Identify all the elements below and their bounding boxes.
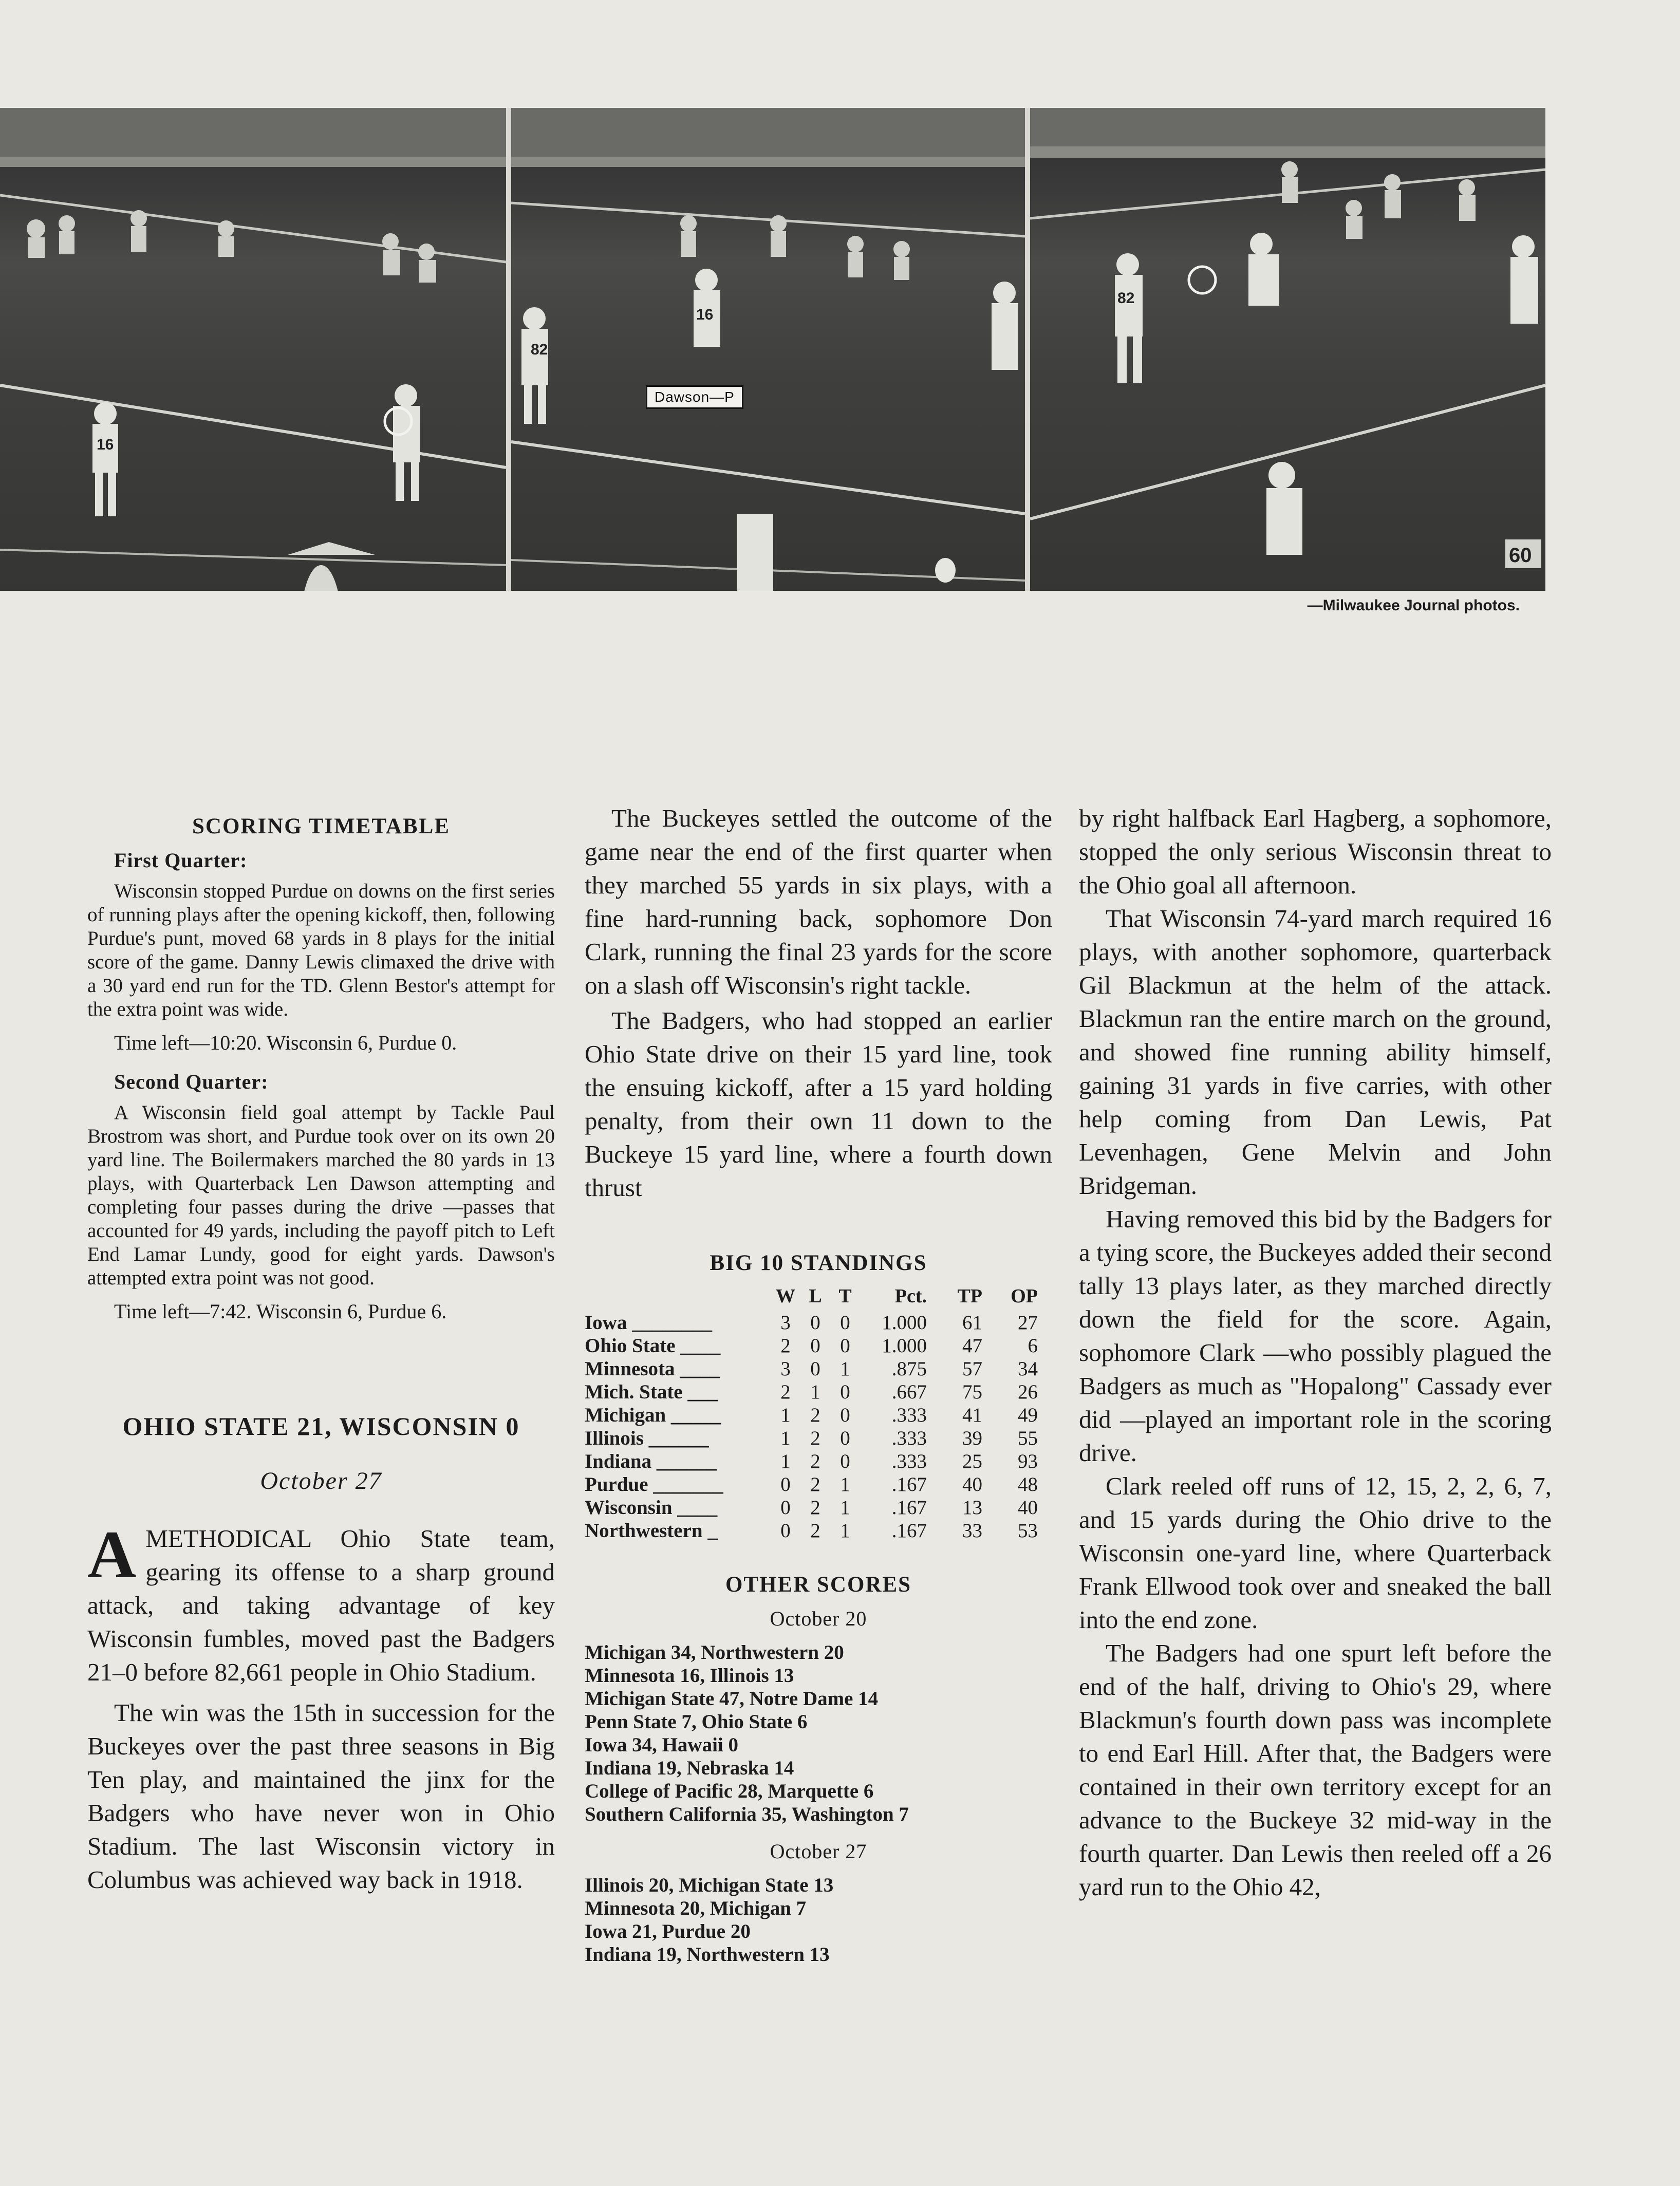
- football-photo-1: [0, 108, 506, 591]
- scores-list-1: [585, 1641, 1052, 1826]
- standings-row: [585, 1311, 1038, 1334]
- standings-header-row: [585, 1285, 1038, 1311]
- scores-date-1: October 20: [770, 1607, 867, 1630]
- score-line: Penn State 7, Ohio State 6: [585, 1711, 808, 1733]
- standings-cell-op: 55: [1018, 1427, 1038, 1449]
- standings-cell-l: 0: [810, 1335, 820, 1357]
- standings-cell-tp: 13: [962, 1497, 982, 1519]
- col-header: Pct.: [894, 1285, 927, 1307]
- jersey-number: 16: [97, 436, 114, 453]
- article-paragraph-8: Clark reeled off runs of 12, 15, 2, 2, 6, 7, and 15 yards during the Ohio drive to the Wisconsin one-yard line, where Quarterback Frank Ellwood took over and sneaked the ball into the end zone.: [1079, 1472, 1552, 1634]
- standings-cell-team: Northwestern _: [585, 1520, 718, 1542]
- jersey-number: 82: [1117, 290, 1135, 307]
- article-paragraph-6: That Wisconsin 74-yard march required 16 plays, with another sophomore, quarterback Gil Blackmun at the helm of the attack. Blackmun ran the entire march on the ground, and showed fine running ability himself, gaining 31 yards in five carries, with other help coming from Dan Lewis, Pat Levenhagen, Gene Melvin and John Bridgeman.: [1079, 904, 1552, 1200]
- column-1: [87, 801, 555, 1896]
- standings-cell-w: 1: [780, 1450, 791, 1472]
- score-line: Minnesota 20, Michigan 7: [585, 1897, 807, 1919]
- standings-cell-l: 0: [810, 1358, 820, 1380]
- standings-table: [585, 1285, 1038, 1542]
- player-caption-label: Dawson—P: [646, 385, 743, 409]
- col-header: T: [838, 1285, 852, 1307]
- standings-cell-pct: 1.000: [882, 1335, 927, 1357]
- standings-cell-l: 1: [810, 1381, 820, 1403]
- standings-cell-t: 0: [840, 1404, 850, 1426]
- score-line: Illinois 20, Michigan State 13: [585, 1874, 834, 1896]
- football-photo-3: [1030, 108, 1545, 591]
- article-paragraph-1: AMETHODICAL Ohio State team, gearing its offense to a sharp ground attack, and taking advantage of key Wisconsin fumbles, moved past the Badgers 21–0 before 82,661 people in Ohio Stadium.: [87, 1517, 555, 1686]
- standings-cell-w: 0: [780, 1473, 791, 1496]
- standings-cell-tp: 25: [962, 1450, 982, 1472]
- standings-cell-w: 2: [780, 1381, 791, 1403]
- standings-cell-pct: .667: [891, 1381, 927, 1403]
- article-paragraph-7: Having removed this bid by the Badgers for a tying score, the Buckeyes added their second tally 13 plays later, as they marched directly down the field for the score. Again, sophomore Clark —who possibly plagued the Badgers as much as "Hopalong" Cassady ever did —played an important role in the scoring drive.: [1079, 1205, 1552, 1467]
- column-2: [585, 801, 1052, 1966]
- standings-cell-op: 40: [1018, 1497, 1038, 1519]
- standings-cell-tp: 39: [962, 1427, 982, 1449]
- standings-cell-team: Indiana ______: [585, 1450, 717, 1472]
- football-scene-1: [0, 108, 506, 591]
- standings-cell-w: 0: [780, 1497, 791, 1519]
- standings-cell-op: 6: [1028, 1335, 1038, 1357]
- standings-cell-op: 93: [1018, 1450, 1038, 1472]
- football-photo-2: [511, 108, 1025, 591]
- score-line: Michigan 34, Northwestern 20: [585, 1641, 844, 1664]
- photo-credit: —Milwaukee Journal photos.: [1307, 597, 1520, 614]
- standings-cell-team: Mich. State ___: [585, 1381, 718, 1403]
- col-header: OP: [1011, 1285, 1038, 1307]
- football-scene-2: [511, 108, 1025, 591]
- standings-cell-t: 0: [840, 1312, 850, 1334]
- first-quarter-heading: First Quarter:: [114, 849, 248, 872]
- first-quarter-time: Time left—10:20. Wisconsin 6, Purdue 0.: [114, 1031, 457, 1054]
- standings-cell-w: 1: [780, 1427, 791, 1449]
- standings-cell-w: 3: [780, 1358, 791, 1380]
- article-paragraph-3: The Buckeyes settled the outcome of the game near the end of the first quarter when they marched 55 yards in six plays, with a fine hard-running back, sophomore Don Clark, running the final 23 yards for the score on a slash off Wisconsin's right tackle.: [585, 804, 1052, 999]
- standings-cell-tp: 61: [962, 1312, 982, 1334]
- standings-row: [585, 1473, 1038, 1496]
- score-line: Minnesota 16, Illinois 13: [585, 1665, 794, 1687]
- standings-row: [585, 1404, 1038, 1427]
- standings-row: [585, 1450, 1038, 1473]
- jersey-number: 16: [696, 306, 714, 323]
- standings-cell-pct: 1.000: [882, 1312, 927, 1334]
- other-scores-title: OTHER SCORES: [725, 1573, 912, 1597]
- game-dateline: October 27: [260, 1467, 382, 1494]
- standings-cell-op: 34: [1018, 1358, 1038, 1380]
- standings-cell-op: 27: [1018, 1312, 1038, 1334]
- jersey-number: 60: [1509, 544, 1532, 567]
- standings-cell-l: 2: [810, 1497, 820, 1519]
- score-line: Iowa 21, Purdue 20: [585, 1920, 751, 1942]
- standings-cell-pct: .875: [891, 1358, 927, 1380]
- standings-row: [585, 1427, 1038, 1450]
- standings-cell-pct: .333: [891, 1404, 927, 1426]
- football-scene-3: [1030, 108, 1545, 591]
- col-header: L: [809, 1285, 822, 1307]
- standings-cell-t: 1: [840, 1358, 850, 1380]
- scores-date-2: October 27: [770, 1840, 867, 1863]
- standings-cell-team: Iowa ________: [585, 1312, 713, 1334]
- score-line: Southern California 35, Washington 7: [585, 1803, 909, 1825]
- standings-cell-l: 2: [810, 1473, 820, 1496]
- standings-cell-tp: 75: [962, 1381, 982, 1403]
- standings-cell-t: 0: [840, 1335, 850, 1357]
- standings-row: [585, 1496, 1038, 1519]
- standings-cell-t: 0: [840, 1450, 850, 1472]
- standings-cell-t: 1: [840, 1497, 850, 1519]
- standings-cell-w: 1: [780, 1404, 791, 1426]
- standings-cell-w: 2: [780, 1335, 791, 1357]
- score-line: Iowa 34, Hawaii 0: [585, 1734, 739, 1756]
- standings-cell-tp: 33: [962, 1520, 982, 1542]
- standings-cell-op: 49: [1018, 1404, 1038, 1426]
- standings-row: [585, 1334, 1038, 1357]
- standings-cell-t: 1: [840, 1473, 850, 1496]
- score-line: Indiana 19, Nebraska 14: [585, 1757, 794, 1779]
- jersey-number: 82: [531, 341, 548, 358]
- article-paragraph-9: The Badgers had one spurt left before the end of the half, driving to Ohio's 29, where Blackmun's fourth down pass was incomplete to end Earl Hill. After that, the Badgers were contained in their own territory except for an advance to the Buckeye 32 mid-way in the fourth quarter. Dan Lewis then reeled off a 26 yard run to the Ohio 42,: [1079, 1639, 1552, 1901]
- standings-row: [585, 1357, 1038, 1380]
- standings-cell-w: 0: [780, 1520, 791, 1542]
- standings-cell-l: 2: [810, 1450, 820, 1472]
- standings-cell-l: 2: [810, 1520, 820, 1542]
- standings-cell-t: 1: [840, 1520, 850, 1542]
- first-quarter-text: Wisconsin stopped Purdue on downs on the first series of running plays after the opening kickoff, then, following Purdue's punt, moved 68 yards in 8 plays for the initial score of the game. Danny Lewis climaxed the drive with a 30 yard end run for the TD. Glenn Bestor's attempt for the extra point was wide.: [87, 880, 555, 1020]
- standings-cell-team: Michigan _____: [585, 1404, 721, 1426]
- standings-cell-pct: .333: [891, 1450, 927, 1472]
- article-paragraph-4: The Badgers, who had stopped an earlier Ohio State drive on their 15 yard line, took the ensuing kickoff, after a 15 yard holding penalty, from their own 11 down to the Buckeye 15 yard line, where a fourth down thrust: [585, 1006, 1052, 1202]
- col-header: W: [776, 1285, 795, 1307]
- standings-title: BIG 10 STANDINGS: [710, 1251, 927, 1275]
- article-paragraph-2: The win was the 15th in succession for the Buckeyes over the past three seasons in Big Ten play, and maintained the jinx for the Badgers who have never won in Ohio Stadium. The last Wisconsin victory in Columbus was achieved way back in 1918.: [87, 1698, 555, 1894]
- standings-row: [585, 1519, 1038, 1542]
- standings-cell-t: 0: [840, 1427, 850, 1449]
- standings-row: [585, 1380, 1038, 1404]
- standings-cell-tp: 40: [962, 1473, 982, 1496]
- standings-cell-team: Ohio State ____: [585, 1335, 721, 1357]
- standings-cell-op: 48: [1018, 1473, 1038, 1496]
- standings-cell-l: 2: [810, 1427, 820, 1449]
- standings-cell-op: 26: [1018, 1381, 1038, 1403]
- photo-sequence: [0, 108, 1545, 591]
- scores-list-2: [585, 1874, 1052, 1966]
- standings-cell-l: 2: [810, 1404, 820, 1426]
- standings-cell-op: 53: [1018, 1520, 1038, 1542]
- scoring-timetable-title: SCORING TIMETABLE: [192, 814, 450, 838]
- standings-cell-pct: .333: [891, 1427, 927, 1449]
- score-line: Indiana 19, Northwestern 13: [585, 1944, 830, 1966]
- standings-cell-tp: 47: [962, 1335, 982, 1357]
- standings-cell-pct: .167: [891, 1497, 927, 1519]
- standings-cell-l: 0: [810, 1312, 820, 1334]
- second-quarter-text: A Wisconsin field goal attempt by Tackle Paul Brostrom was short, and Purdue took over on its own 20 yard line. The Boilermakers marched the 80 yards in 13 plays, with Quarterback Len Dawson attempting and completing four passes during the drive —passes that accounted for 49 yards, including the payoff pitch to Left End Lamar Lundy, good for eight yards. Dawson's attempted extra point was not good.: [87, 1101, 555, 1289]
- second-quarter-time: Time left—7:42. Wisconsin 6, Purdue 6.: [114, 1300, 447, 1323]
- standings-cell-pct: .167: [891, 1520, 927, 1542]
- standings-cell-tp: 41: [962, 1404, 982, 1426]
- col-header: TP: [957, 1285, 982, 1307]
- standings-cell-tp: 57: [962, 1358, 982, 1380]
- standings-cell-w: 3: [780, 1312, 791, 1334]
- standings-cell-pct: .167: [891, 1473, 927, 1496]
- game-headline: OHIO STATE 21, WISCONSIN 0: [122, 1412, 520, 1441]
- article-paragraph-5: by right halfback Earl Hagberg, a sophomore, stopped the only serious Wisconsin threat to the Ohio goal all afternoon.: [1079, 804, 1552, 899]
- score-line: Michigan State 47, Notre Dame 14: [585, 1688, 879, 1710]
- standings-cell-t: 0: [840, 1381, 850, 1403]
- drop-cap: A: [87, 1517, 137, 1592]
- score-line: College of Pacific 28, Marquette 6: [585, 1780, 874, 1802]
- standings-cell-team: Illinois ______: [585, 1427, 709, 1449]
- column-3: [1079, 801, 1552, 1903]
- standings-cell-team: Minnesota ____: [585, 1358, 720, 1380]
- standings-cell-team: Purdue _______: [585, 1473, 723, 1496]
- second-quarter-heading: Second Quarter:: [114, 1070, 269, 1093]
- standings-cell-team: Wisconsin ____: [585, 1497, 718, 1519]
